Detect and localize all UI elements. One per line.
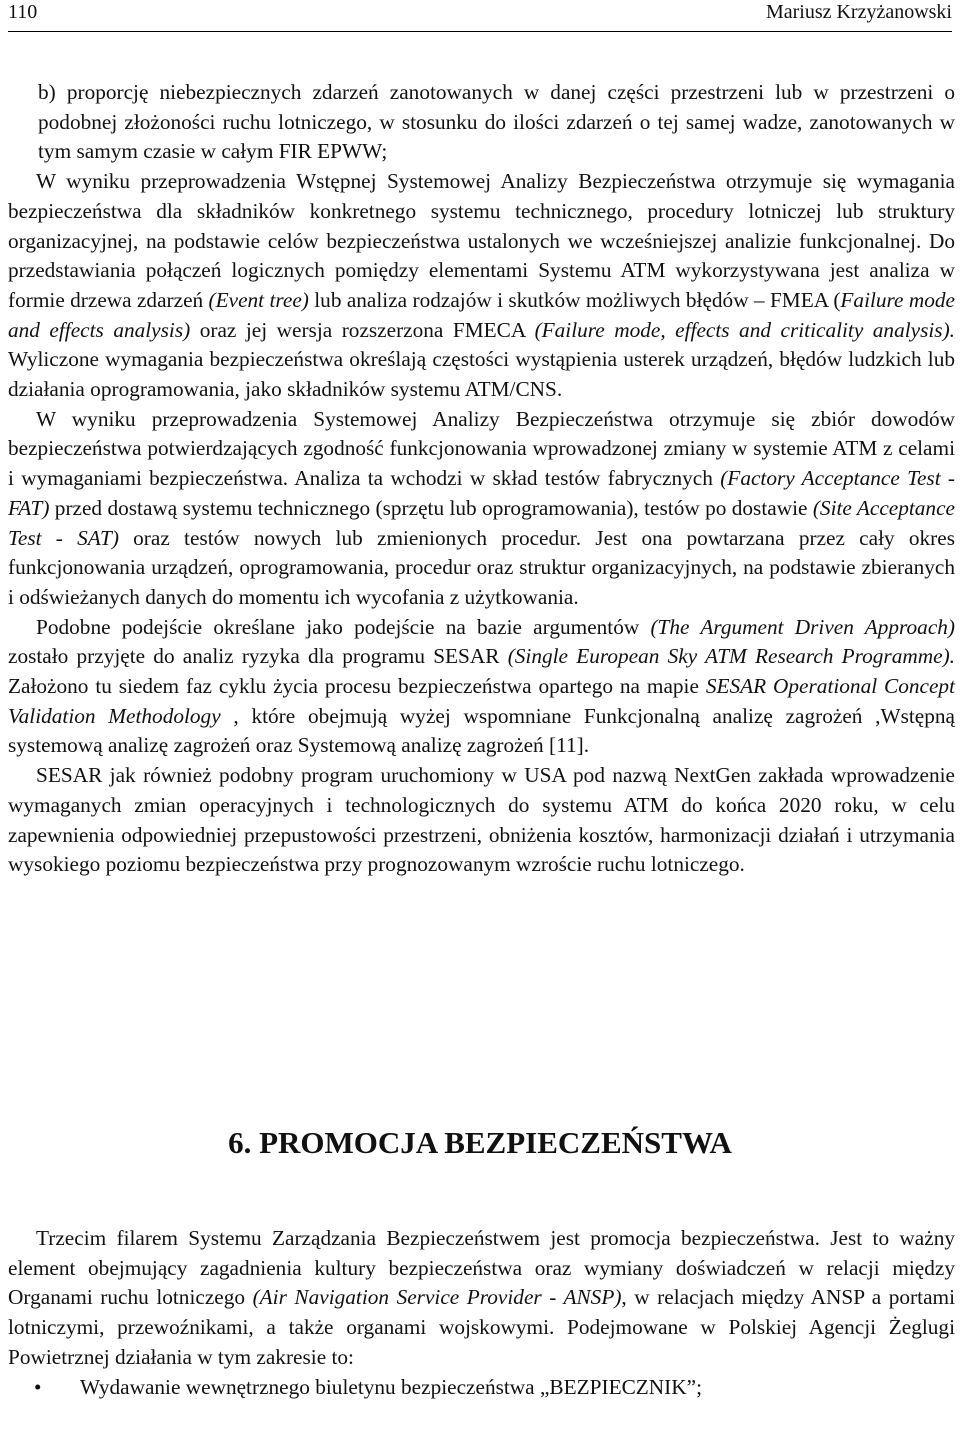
running-head-author: Mariusz Krzyżanowski bbox=[765, 1, 952, 23]
text-run: oraz jej wersja rozszerzona FMECA bbox=[190, 317, 535, 342]
text-run: W wyniku przeprowadzenia Systemowej Analizy Bezpieczeństwa otrzymuje się zbiór dowodów bezpieczeństwa potwierdzających zgodność funkcjonowania wprowadzonej zmiany w systemie ATM z celami i wymaganiami bezpieczeństwa. Analiza ta wchodzi w skład testów fabrycznych bbox=[8, 406, 955, 491]
italic-run: (Factory Acceptance Test - FAT) bbox=[8, 466, 956, 520]
paragraph-preliminary-analysis bbox=[8, 167, 955, 405]
paragraph-sesar-nextgen: SESAR jak również podobny program uruchomiony w USA pod nazwą NextGen zakłada wprowadzenie wymaganych zmian operacyjnych i technologicznych do systemu ATM do końca 2020 roku, w celu zapewnienia odpowiedniej przepustowości przestrzeni, obniżenia kosztów, harmonizacji działań i utrzymania wysokiego poziomu bezpieczeństwa przy prognozowanym wzroście ruchu lotniczego. bbox=[8, 763, 955, 877]
bullet-icon: • bbox=[34, 1374, 42, 1399]
section-text bbox=[8, 1224, 955, 1402]
italic-run: (Single European Sky ATM Research Programme). bbox=[507, 644, 955, 669]
page-header bbox=[8, 0, 952, 32]
text-run: lub analiza rodzajów i skutków możliwych błędów – FMEA ( bbox=[308, 287, 841, 312]
main-text bbox=[8, 78, 955, 880]
italic-run: (Site Acceptance Test - SAT) bbox=[8, 495, 955, 550]
section-title: 6. PROMOCJA BEZPIECZEŃSTWA bbox=[228, 1125, 732, 1160]
text-run: przed dostawą systemu technicznego (sprzętu lub oprogramowania), testów po dostawie bbox=[49, 495, 813, 520]
bullet-list bbox=[8, 1373, 955, 1403]
text-run: Podobne podejście określane jako podejście na bazie argumentów bbox=[36, 614, 651, 639]
text-run: , które obejmują wyżej wspomniane Funkcjonalną analizę zagrożeń ,Wstępną systemową analizę zagrożeń oraz Systemową analizę zagrożeń [11]. bbox=[8, 703, 955, 758]
text-run: , w relacjach między ANSP a portami lotniczymi, przewoźnikami, a także organami wojskowymi. Podejmowane w Polskiej Agencji Żeglugi Powietrznej działania w tym zakresie to: bbox=[8, 1285, 956, 1369]
list-item-b: b) proporcję niebezpiecznych zdarzeń zanotowanych w danej części przestrzeni lub w przestrzeni o podobnej złożoności ruchu lotniczego, w stosunku do ilości zdarzeń o tej samej wadze, zanotowanych w tym samym czasie w całym FIR EPWW; bbox=[38, 80, 955, 164]
paragraph-safety-promotion bbox=[8, 1224, 955, 1373]
text-run: Trzecim filarem Systemu Zarządzania Bezpieczeństwem jest promocja bezpieczeństwa. Jest to ważny element obejmujący zagadnienia kultury bezpieczeństwa oraz wymiany doświadczeń w relacji między Organami ruchu lotniczego bbox=[8, 1226, 955, 1310]
text-run: Wyliczone wymagania bezpieczeństwa określają częstości wystąpienia usterek urządzeń, błędów ludzkich lub działania oprogramowania, jako składników systemu ATM/CNS. bbox=[8, 347, 955, 402]
text-run: Założono tu siedem faz cyklu życia procesu bezpieczeństwa opartego na mapie bbox=[8, 674, 706, 699]
paragraph-system-analysis bbox=[8, 405, 955, 613]
italic-run: (Failure mode, effects and criticality analysis). bbox=[534, 317, 956, 342]
text-run: W wyniku przeprowadzenia Wstępnej Systemowej Analizy Bezpieczeństwa otrzymuje się wymagania bezpieczeństwa dla składników konkretnego systemu technicznego, procedury lotniczej lub struktury organizacyjnej, na podstawie celów bezpieczeństwa ustalonych we wcześniejszej analizie funkcjonalnej. Do przedstawiania połączeń logicznych pomiędzy elementami Systemu ATM wykorzystywana jest analiza w formie drzewa zdarzeń bbox=[8, 169, 955, 312]
italic-run: (Air Navigation Service Provider - ANSP) bbox=[252, 1285, 622, 1310]
text-run: oraz testów nowych lub zmienionych procedur. Jest ona powtarzana przez cały okres funkcjonowania urządzeń, oprogramowania, procedur oraz struktur organizacyjnych, na podstawie zbieranych i odświeżanych danych do momentu ich wycofania z użytkowania. bbox=[8, 525, 955, 609]
bullet-text: Wydawanie wewnętrznego biuletynu bezpieczeństwa „BEZPIECZNIK”; bbox=[80, 1374, 703, 1399]
paragraph-argument-approach bbox=[8, 613, 955, 762]
italic-run: (Event tree) bbox=[208, 287, 309, 312]
text-run: zostało przyjęte do analiz ryzyka dla programu SESAR bbox=[8, 644, 508, 669]
italic-run: Failure mode and effects analysis) bbox=[8, 287, 956, 342]
italic-run: SESAR Operational Concept Validation Methodology bbox=[8, 674, 955, 728]
italic-run: (The Argument Driven Approach) bbox=[650, 614, 956, 639]
bullet-item bbox=[8, 1373, 955, 1403]
page-number: 110 bbox=[8, 1, 38, 23]
